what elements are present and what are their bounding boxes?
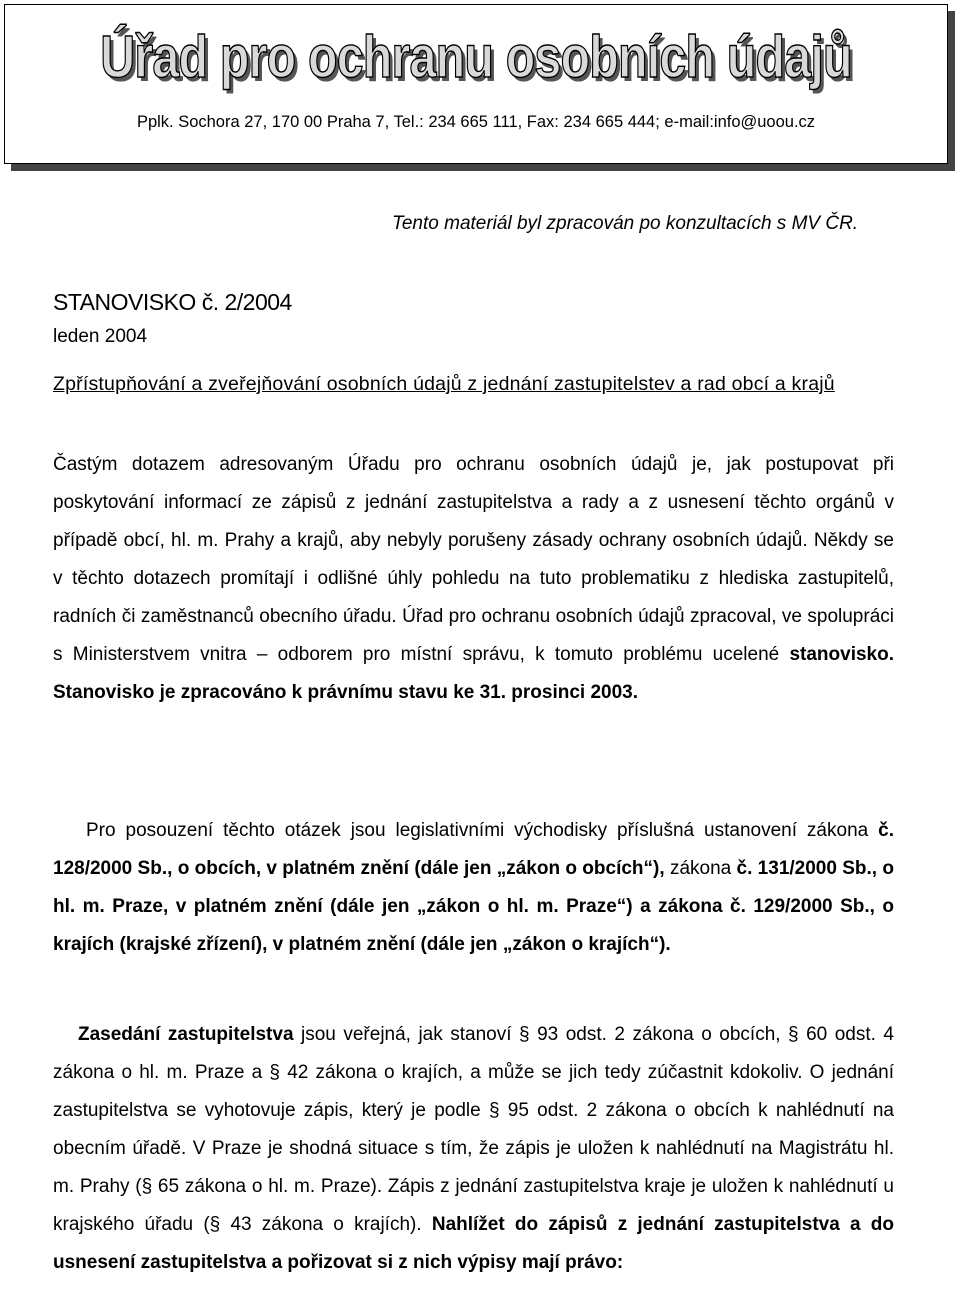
legislation-text-1: Pro posouzení těchto otázek jsou legislativními východisky příslušná ustanovení zákona	[86, 820, 879, 841]
document-date: leden 2004	[53, 326, 148, 347]
document-title: STANOVISKO č. 2/2004	[53, 289, 292, 315]
legislation-bold-2: č. 131/2000 Sb., o hl. m. Praze, v platném znění (dále jen „zákon o hl. m. Praze“) a zákona č. 129/2000 Sb., o krajích (krajské zřízení), v platném znění (dále jen „zákon o krajích“).	[53, 858, 894, 955]
intro-text: Častým dotazem adresovaným Úřadu pro ochranu osobních údajů je, jak postupovat při poskytování informací ze zápisů z jednání zastupitelstva a rady a z usnesení těchto orgánů v případě obcí, hl. m. Prahy a krajů, aby nebyly porušeny zásady ochrany osobních údajů. Někdy se v těchto dotazech promítají i odlišné úhly pohledu na tuto problematiku z hlediska zastupitelů, radních či zaměstnanců obecního úřadu. Úřad pro ochranu osobních údajů zpracoval, ve spolupráci s Ministerstvem vnitra – odborem pro místní správu, k tomuto problému ucelené	[53, 454, 894, 665]
council-meetings-heading: Zasedání zastupitelstva	[78, 1024, 294, 1045]
council-meetings-paragraph	[53, 1016, 894, 1282]
office-header	[4, 4, 948, 164]
legislation-paragraph	[53, 812, 894, 964]
consultation-note: Tento materiál byl zpracován po konzultacích s MV ČR.	[392, 213, 859, 234]
legislation-text-2: zákona	[669, 858, 737, 879]
council-meetings-text: jsou veřejná, jak stanoví § 93 odst. 2 zákona o obcích, § 60 odst. 4 zákona o hl. m. Praze a § 42 zákona o krajích, a může se jich tedy zúčastnit kdokoliv. O jednání zastupitelstva se vyhotovuje zápis, který je podle § 95 odst. 2 zákona o obcích k nahlédnutí na obecním úřadě. V Praze je shodná situace s tím, že zápis je uložen k nahlédnutí na Magistrátu hl. m. Prahy (§ 65 zákona o hl. m. Praze). Zápis z jednání zastupitelstva kraje je uložen k nahlédnutí u krajského úřadu (§ 43 zákona o krajích).	[53, 1024, 894, 1235]
intro-bold-text: stanovisko. Stanovisko je zpracováno k právnímu stavu ke 31. prosinci 2003.	[53, 644, 894, 703]
council-meetings-bold: Nahlížet do zápisů z jednání zastupitelstva a do usnesení zastupitelstva a pořizovat si z nich výpisy mají právo:	[53, 1214, 894, 1273]
office-name-heading: Úřad pro ochranu osobních údajů	[100, 24, 852, 90]
legislation-bold-1: č. 128/2000 Sb., o obcích, v platném znění (dále jen „zákon o obcích“),	[53, 820, 894, 879]
intro-paragraph	[53, 446, 894, 712]
office-contact-line: Pplk. Sochora 27, 170 00 Praha 7, Tel.: 234 665 111, Fax: 234 665 444; e-mail:info@uoou.cz	[136, 113, 816, 131]
document-subject: Zpřístupňování a zveřejňování osobních údajů z jednání zastupitelstev a rad obcí a krajů	[53, 373, 835, 395]
